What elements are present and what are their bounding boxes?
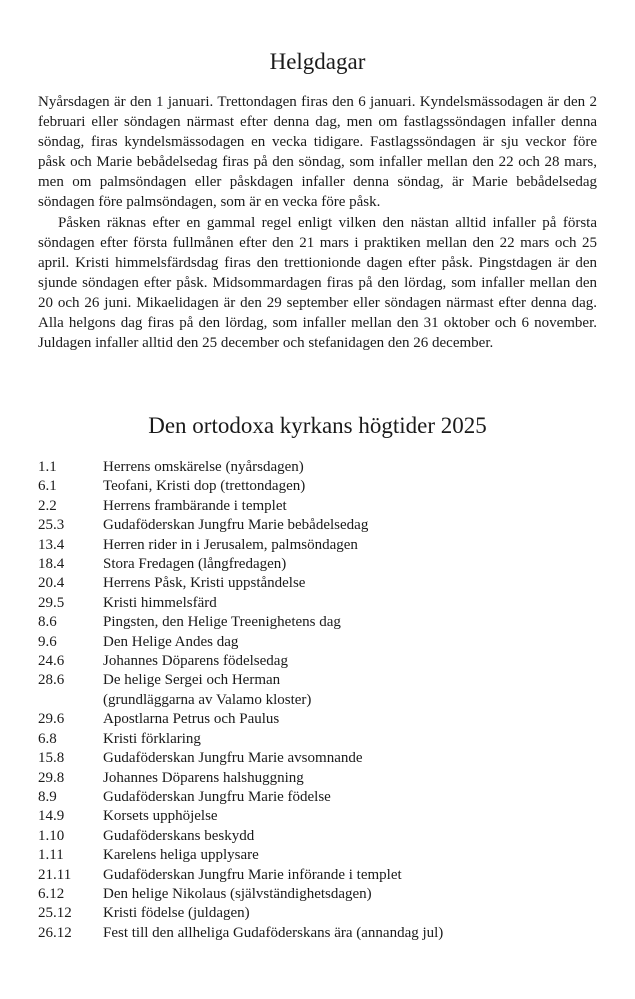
feast-row xyxy=(38,827,597,846)
feast-event-name: De helige Sergei och Herman xyxy=(103,672,281,689)
feast-event xyxy=(103,827,597,846)
feast-event xyxy=(103,866,597,885)
feast-date: 25.3 xyxy=(38,517,65,534)
feast-event xyxy=(103,924,597,943)
feast-event xyxy=(103,574,597,593)
feast-event xyxy=(103,516,597,535)
feast-row xyxy=(38,671,597,710)
feast-date: 28.6 xyxy=(38,672,65,689)
feast-row xyxy=(38,846,597,865)
feast-date: 6.1 xyxy=(38,478,57,495)
feast-event xyxy=(103,710,597,729)
feast-event xyxy=(103,652,597,671)
feast-event-name: Stora Fredagen (långfredagen) xyxy=(103,556,287,573)
feast-row xyxy=(38,749,597,768)
feast-event-name: Kristi förklaring xyxy=(103,730,201,747)
feast-row xyxy=(38,477,597,496)
feast-date: 8.9 xyxy=(38,788,57,805)
feast-row xyxy=(38,497,597,516)
holidays-paragraph: Nyårsdagen är den 1 januari. Trettondagen firas den 6 januari. Kyndelsmässodagen är den 2 februari eller söndagen närmast efter denna dag, men om fastlagssöndagen infaller denna söndag, firas kyndelsmässodagen en vecka tidigare. Fastlagssöndagen är sju veckor före påsk och Marie bebådelsedag firas på den söndag, som infaller mellan den 22 och 28 mars, men om palmsöndagen eller påskdagen infaller denna söndag, är Marie bebådelsedag söndagen före palmsöndagen, som är en vecka före påsk. xyxy=(38,94,597,211)
feast-event xyxy=(103,904,597,923)
feast-date: 24.6 xyxy=(38,653,65,670)
feast-date: 29.8 xyxy=(38,769,65,786)
feast-row xyxy=(38,788,597,807)
feast-row xyxy=(38,458,597,477)
feast-event xyxy=(103,730,597,749)
feast-list xyxy=(38,458,597,943)
feast-row xyxy=(38,633,597,652)
feast-date: 8.6 xyxy=(38,614,57,631)
holidays-title: Helgdagar xyxy=(269,49,366,74)
feast-row xyxy=(38,574,597,593)
feast-event xyxy=(103,458,597,477)
feast-date: 26.12 xyxy=(38,924,72,941)
feast-date: 29.5 xyxy=(38,594,65,611)
feast-row xyxy=(38,594,597,613)
feast-event-name: Herrens frambärande i templet xyxy=(103,497,287,514)
feast-event-name: Kristi födelse (juldagen) xyxy=(103,905,250,922)
feast-event xyxy=(103,633,597,652)
feast-date: 14.9 xyxy=(38,808,65,825)
feast-row xyxy=(38,866,597,885)
feast-row xyxy=(38,710,597,729)
feast-row xyxy=(38,555,597,574)
feast-event-name: Gudaföderskan Jungfru Marie bebådelsedag xyxy=(103,517,369,534)
feast-date: 25.12 xyxy=(38,905,72,922)
feast-event xyxy=(103,536,597,555)
feast-row xyxy=(38,536,597,555)
feast-date: 6.12 xyxy=(38,885,65,902)
feast-date: 9.6 xyxy=(38,633,57,650)
feast-row xyxy=(38,730,597,749)
feast-event-name: Apostlarna Petrus och Paulus xyxy=(103,711,280,728)
feast-event-name: Den Helige Andes dag xyxy=(103,633,239,650)
feast-row xyxy=(38,613,597,632)
feast-date: 18.4 xyxy=(38,556,65,573)
feast-date: 21.11 xyxy=(38,866,72,883)
feast-event-name: Den helige Nikolaus (självständighetsdagen) xyxy=(103,885,372,902)
feast-event-name: Gudaföderskans beskydd xyxy=(103,827,255,844)
feast-event xyxy=(103,846,597,865)
feast-date: 2.2 xyxy=(38,497,57,514)
feast-event-name: Pingsten, den Helige Treenighetens dag xyxy=(103,614,341,631)
orthodox-feasts-title: Den ortodoxa kyrkans högtider 2025 xyxy=(148,413,487,438)
feast-event-name: Gudaföderskan Jungfru Marie avsomnande xyxy=(103,750,363,767)
feast-event xyxy=(103,769,597,788)
feast-event xyxy=(103,477,597,496)
feast-date: 13.4 xyxy=(38,536,65,553)
feast-event xyxy=(103,749,597,768)
feast-event xyxy=(103,788,597,807)
feast-row xyxy=(38,769,597,788)
feast-event xyxy=(103,594,597,613)
feast-event-name: Herrens Påsk, Kristi uppståndelse xyxy=(103,575,306,592)
feast-event-name: Johannes Döparens halshuggning xyxy=(103,769,304,786)
feast-event xyxy=(103,613,597,632)
feast-row xyxy=(38,652,597,671)
feast-row xyxy=(38,807,597,826)
feast-date: 20.4 xyxy=(38,575,65,592)
holidays-body xyxy=(38,92,597,353)
feast-row xyxy=(38,885,597,904)
feast-event-name: Gudaföderskan Jungfru Marie födelse xyxy=(103,788,331,805)
feast-event-name: Johannes Döparens födelsedag xyxy=(103,653,288,670)
holidays-paragraph: Påsken räknas efter en gammal regel enligt vilken den nästan alltid infaller på första söndagen efter första fullmånen efter den 21 mars i praktiken mellan den 22 mars och 25 april. Kristi himmelsfärdsdag firas den trettionionde dagen efter påsk. Pingstdagen är den sjunde söndagen efter påsk. Midsommardagen firas på den lördag, som infaller mellan den 20 och 26 juni. Mikaelidagen är den 29 september eller söndagen närmast efter denna dag. Alla helgons dag firas på den lördag, som infaller mellan den 31 oktober och 6 november. Juldagen infaller alltid den 25 december och stefanidagen den 26 december. xyxy=(38,214,597,352)
feast-date: 1.1 xyxy=(38,459,57,475)
feast-event-name: Gudaföderskan Jungfru Marie införande i templet xyxy=(103,866,402,883)
feast-event xyxy=(103,497,597,516)
feast-event xyxy=(103,885,597,904)
feast-event-note: (grundläggarna av Valamo kloster) xyxy=(103,691,312,708)
feast-event-name: Karelens heliga upplysare xyxy=(103,847,259,864)
feast-date: 29.6 xyxy=(38,711,65,728)
feast-event-name: Korsets upphöjelse xyxy=(103,808,218,825)
feast-date: 6.8 xyxy=(38,730,57,747)
feast-event-name: Kristi himmelsfärd xyxy=(103,594,217,611)
feast-row xyxy=(38,516,597,535)
feast-event-name: Herrens omskärelse (nyårsdagen) xyxy=(103,459,304,475)
feast-date: 1.10 xyxy=(38,827,65,844)
feast-event xyxy=(103,671,597,710)
feast-event-name: Teofani, Kristi dop (trettondagen) xyxy=(103,478,306,495)
feast-event-name: Fest till den allheliga Gudaföderskans ära (annandag jul) xyxy=(103,924,444,941)
feast-row xyxy=(38,924,597,943)
feast-date: 1.11 xyxy=(38,847,64,864)
feast-event-name: Herren rider in i Jerusalem, palmsöndagen xyxy=(103,536,358,553)
feast-event xyxy=(103,555,597,574)
feast-event xyxy=(103,807,597,826)
feast-row xyxy=(38,904,597,923)
feast-date: 15.8 xyxy=(38,750,65,767)
